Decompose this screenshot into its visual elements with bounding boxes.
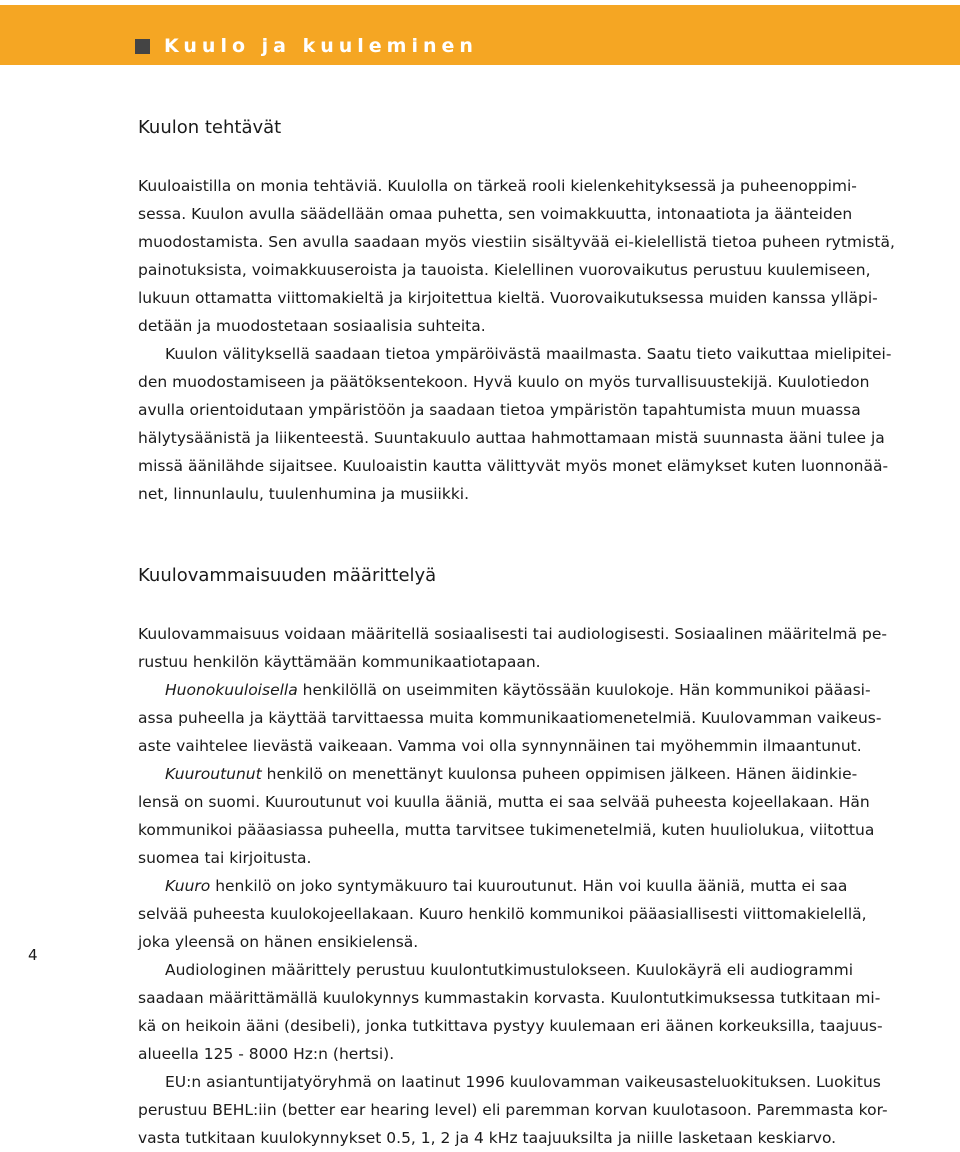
- line-rest: henkilö on joko syntymäkuuro tai kuuroutunut. Hän voi kuulla ääniä, mutta ei saa: [210, 877, 848, 895]
- paragraph-line: rustuu henkilön käyttämään kommunikaatiotapaan.: [138, 653, 541, 671]
- paragraph-line: hälytysäänistä ja liikenteestä. Suuntakuulo auttaa hahmottamaan mistä suunnasta ääni tulee ja: [138, 429, 885, 447]
- paragraph-line: avulla orientoidutaan ympäristöön ja saadaan tietoa ympäristön tapahtumista muun muassa: [138, 401, 861, 419]
- page-number: 4: [28, 946, 38, 964]
- section-heading-kuulon-tehtavat: Kuulon tehtävät: [138, 117, 282, 138]
- paragraph-line: [138, 872, 888, 900]
- line-rest: henkilö on menettänyt kuulonsa puheen oppimisen jälkeen. Hänen äidinkie-: [261, 765, 858, 783]
- paragraph-line: kommunikoi pääasiassa puheella, mutta tarvitsee tukimenetelmiä, kuten huuliolukua, viitottua: [138, 821, 875, 839]
- paragraph-line: suomea tai kirjoitusta.: [138, 849, 312, 867]
- paragraph-line: Kuuloaistilla on monia tehtäviä. Kuulolla on tärkeä rooli kielenkehityksessä ja puheenoppimi-: [138, 177, 857, 195]
- term-kuuroutunut: Kuuroutunut: [165, 765, 262, 783]
- paragraph-line: detään ja muodostetaan sosiaalisia suhteita.: [138, 317, 486, 335]
- term-kuuro: Kuuro: [165, 877, 211, 895]
- paragraph-line: missä äänilähde sijaitsee. Kuuloaistin kautta välittyvät myös monet elämykset kuten luonnonää-: [138, 457, 889, 475]
- paragraph-line: assa puheella ja käyttää tarvittaessa muita kommunikaatiomenetelmiä. Kuulovamman vaikeus-: [138, 709, 882, 727]
- paragraph-line: lukuun ottamatta viittomakieltä ja kirjoitettua kieltä. Vuorovaikutuksessa muiden kanssa ylläpi-: [138, 289, 878, 307]
- paragraph-line: joka yleensä on hänen ensikielensä.: [138, 933, 419, 951]
- line-rest: henkilöllä on useimmiten käytössään kuulokoje. Hän kommunikoi pääasi-: [297, 681, 871, 699]
- paragraph-line: Audiologinen määrittely perustuu kuulontutkimustulokseen. Kuulokäyrä eli audiogrammi: [165, 961, 854, 979]
- paragraph-line: kä on heikoin ääni (desibeli), jonka tutkittava pystyy kuulemaan eri äänen korkeuksilla, taajuus-: [138, 1017, 883, 1035]
- paragraph-line: [138, 760, 888, 788]
- paragraph-line: perustuu BEHL:iin (better ear hearing level) eli paremman korvan kuulotasoon. Paremmasta kor-: [138, 1101, 888, 1119]
- section-kuulovammaisuus: [138, 620, 888, 1152]
- section-heading-kuulovammaisuus: Kuulovammaisuuden määrittelyä: [138, 565, 437, 586]
- paragraph-line: Kuulon välityksellä saadaan tietoa ympäröivästä maailmasta. Saatu tieto vaikuttaa mielipitei-: [165, 345, 892, 363]
- paragraph-line: lensä on suomi. Kuuroutunut voi kuulla ääniä, mutta ei saa selvää puheesta kojeellakaan. Hän: [138, 793, 870, 811]
- paragraph-line: den muodostamiseen ja päätöksentekoon. Hyvä kuulo on myös turvallisuustekijä. Kuulotiedon: [138, 373, 870, 391]
- paragraph-line: sessa. Kuulon avulla säädellään omaa puhetta, sen voimakkuutta, intonaatiota ja äänteiden: [138, 205, 853, 223]
- paragraph-line: vasta tutkitaan kuulokynnykset 0.5, 1, 2 ja 4 kHz taajuuksilta ja niille lasketaan keskiarvo.: [138, 1129, 837, 1147]
- paragraph-line: muodostamista. Sen avulla saadaan myös viestiin sisältyvää ei-kielellistä tietoa puheen rytmistä,: [138, 233, 895, 251]
- paragraph-line: net, linnunlaulu, tuulenhumina ja musiikki.: [138, 485, 470, 503]
- paragraph-line: Kuulovammaisuus voidaan määritellä sosiaalisesti tai audiologisesti. Sosiaalinen määritelmä pe-: [138, 625, 887, 643]
- paragraph-line: [138, 676, 888, 704]
- header-banner: [0, 5, 960, 65]
- paragraph-line: selvää puheesta kuulokojeellakaan. Kuuro henkilö kommunikoi pääasiallisesti viittomakielellä,: [138, 905, 867, 923]
- paragraph-line: aste vaihtelee lievästä vaikeaan. Vamma voi olla synnynnäinen tai myöhemmin ilmaantunut.: [138, 737, 862, 755]
- term-huonokuuloinen: Huonokuuloisella: [165, 681, 298, 699]
- paragraph-line: painotuksista, voimakkuuseroista ja tauoista. Kielellinen vuorovaikutus perustuu kuulemiseen,: [138, 261, 871, 279]
- section-kuulon-tehtavat: [138, 172, 895, 508]
- paragraph-line: saadaan määrittämällä kuulokynnys kummastakin korvasta. Kuulontutkimuksessa tutkitaan mi-: [138, 989, 881, 1007]
- banner-square-icon: [135, 39, 150, 54]
- paragraph-line: EU:n asiantuntijatyöryhmä on laatinut 1996 kuulovamman vaikeusasteluokituksen. Luokitus: [165, 1073, 881, 1091]
- banner-title: Kuulo ja kuuleminen: [164, 35, 478, 57]
- paragraph-line: alueella 125 - 8000 Hz:n (hertsi).: [138, 1045, 395, 1063]
